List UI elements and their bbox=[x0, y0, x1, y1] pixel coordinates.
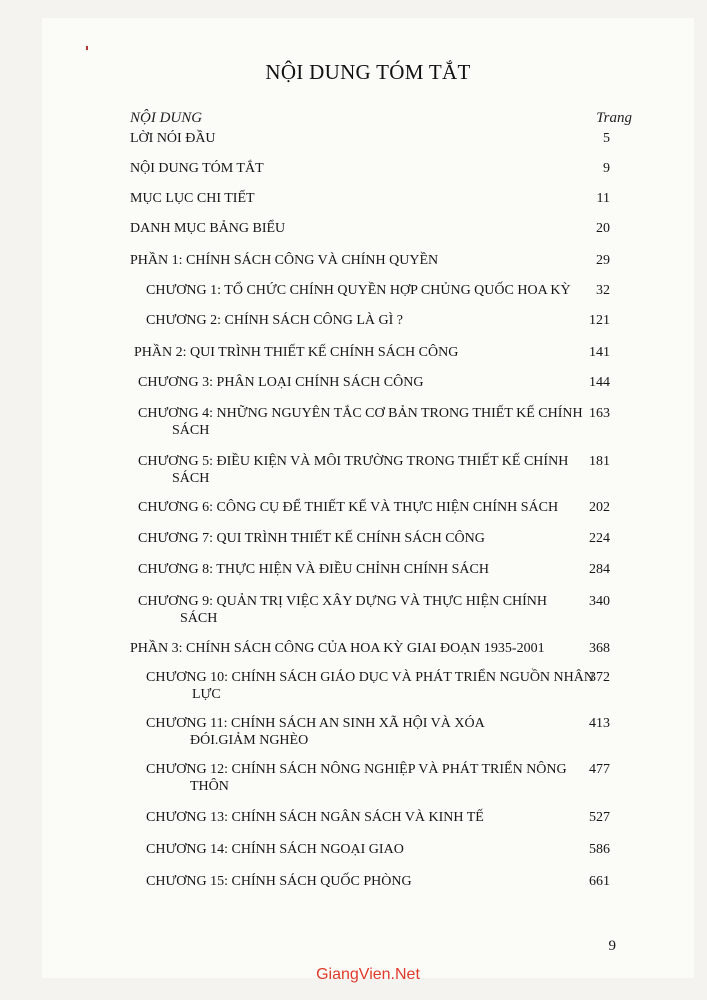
toc-entry-label: MỤC LỤC CHI TIẾT bbox=[130, 191, 255, 206]
toc-entry-page: 284 bbox=[589, 562, 610, 577]
toc-entry-page: 661 bbox=[589, 874, 610, 889]
toc-entry-page: 413 bbox=[589, 716, 610, 731]
toc-entry-label: CHƯƠNG 2: CHÍNH SÁCH CÔNG LÀ GÌ ? bbox=[146, 313, 404, 328]
toc-entry-label: CHƯƠNG 14: CHÍNH SÁCH NGOẠI GIAO bbox=[146, 842, 404, 857]
toc-entry-label: CHƯƠNG 15: CHÍNH SÁCH QUỐC PHÒNG bbox=[146, 874, 412, 889]
toc-entry-page: 477 bbox=[589, 762, 610, 777]
toc-entry-page: 32 bbox=[596, 283, 610, 298]
toc-entry-continuation: SÁCH bbox=[172, 423, 210, 438]
toc-entry-label: CHƯƠNG 1: TỔ CHỨC CHÍNH QUYỀN HỢP CHỦNG QUỐC HOA KỲ bbox=[146, 283, 571, 298]
toc-entry-page: 121 bbox=[589, 313, 610, 328]
table-of-contents bbox=[42, 18, 694, 978]
toc-entry-label: PHẦN 3: CHÍNH SÁCH CÔNG CỦA HOA KỲ GIAI ĐOẠN 1935-2001 bbox=[130, 641, 545, 656]
toc-entry-page: 5 bbox=[603, 131, 610, 146]
column-header-page: Trang bbox=[596, 110, 632, 126]
toc-entry-continuation: LỰC bbox=[192, 687, 221, 702]
toc-entry-page: 224 bbox=[589, 531, 610, 546]
toc-entry-page: 340 bbox=[589, 594, 610, 609]
toc-entry-label: CHƯƠNG 3: PHÂN LOẠI CHÍNH SÁCH CÔNG bbox=[138, 375, 424, 390]
toc-entry-label: LỜI NÓI ĐẦU bbox=[130, 131, 216, 146]
toc-entry-label: CHƯƠNG 10: CHÍNH SÁCH GIÁO DỤC VÀ PHÁT TRIỂN NGUỒN NHÂN bbox=[146, 670, 594, 685]
toc-entry-page: 181 bbox=[589, 454, 610, 469]
toc-entry-label: CHƯƠNG 12: CHÍNH SÁCH NÔNG NGHIỆP VÀ PHÁT TRIỂN NÔNG bbox=[146, 762, 567, 777]
toc-entry-label: CHƯƠNG 7: QUI TRÌNH THIẾT KẾ CHÍNH SÁCH CÔNG bbox=[138, 531, 485, 546]
toc-entry-page: 144 bbox=[589, 375, 610, 390]
toc-entry-page: 527 bbox=[589, 810, 610, 825]
toc-entry-label: DANH MỤC BẢNG BIỂU bbox=[130, 221, 286, 236]
toc-entry-label: NỘI DUNG TÓM TẮT bbox=[130, 161, 264, 176]
document-page bbox=[42, 18, 694, 983]
toc-entry-label: CHƯƠNG 4: NHỮNG NGUYÊN TẮC CƠ BẢN TRONG THIẾT KẾ CHÍNH bbox=[138, 406, 583, 421]
toc-entry-page: 11 bbox=[596, 191, 610, 206]
page-number: 9 bbox=[608, 938, 616, 954]
toc-entry-label: CHƯƠNG 6: CÔNG CỤ ĐỂ THIẾT KẾ VÀ THỰC HIỆN CHÍNH SÁCH bbox=[138, 500, 559, 515]
toc-entry-continuation: THÔN bbox=[190, 779, 229, 794]
toc-entry-label: CHƯƠNG 5: ĐIỀU KIỆN VÀ MÔI TRƯỜNG TRONG THIẾT KẾ CHÍNH bbox=[138, 454, 569, 469]
toc-entry-label: PHẦN 2: QUI TRÌNH THIẾT KẾ CHÍNH SÁCH CÔNG bbox=[134, 345, 459, 360]
page-title: NỘI DUNG TÓM TẮT bbox=[265, 60, 471, 84]
toc-entry-continuation: SÁCH bbox=[180, 611, 218, 626]
toc-entry-page: 586 bbox=[589, 842, 610, 857]
toc-entry-page: 141 bbox=[589, 345, 610, 360]
toc-entry-label: CHƯƠNG 8: THỰC HIỆN VÀ ĐIỀU CHỈNH CHÍNH SÁCH bbox=[138, 562, 489, 577]
toc-entry-label: CHƯƠNG 9: QUẢN TRỊ VIỆC XÂY DỰNG VÀ THỰC HIỆN CHÍNH bbox=[138, 594, 548, 609]
toc-entry-page: 202 bbox=[589, 500, 610, 515]
toc-entry-page: 29 bbox=[596, 253, 610, 268]
column-header-content: NỘI DUNG bbox=[130, 110, 203, 126]
toc-entry-continuation: ĐÓI.GIẢM NGHÈO bbox=[190, 733, 309, 748]
toc-entry-continuation: SÁCH bbox=[172, 471, 210, 486]
toc-entry-page: 9 bbox=[603, 161, 610, 176]
toc-entry-page: 20 bbox=[596, 221, 610, 236]
toc-entry-label: CHƯƠNG 11: CHÍNH SÁCH AN SINH XÃ HỘI VÀ XÓA bbox=[146, 716, 485, 731]
watermark-text: GiangVien.Net bbox=[316, 966, 420, 983]
toc-entry-page: 368 bbox=[589, 641, 610, 656]
toc-entry-page: 372 bbox=[589, 670, 610, 685]
toc-entry-label: CHƯƠNG 13: CHÍNH SÁCH NGÂN SÁCH VÀ KINH TẾ bbox=[146, 810, 484, 825]
toc-entry-label: PHẦN 1: CHÍNH SÁCH CÔNG VÀ CHÍNH QUYỀN bbox=[130, 253, 439, 268]
toc-entry-page: 163 bbox=[589, 406, 610, 421]
